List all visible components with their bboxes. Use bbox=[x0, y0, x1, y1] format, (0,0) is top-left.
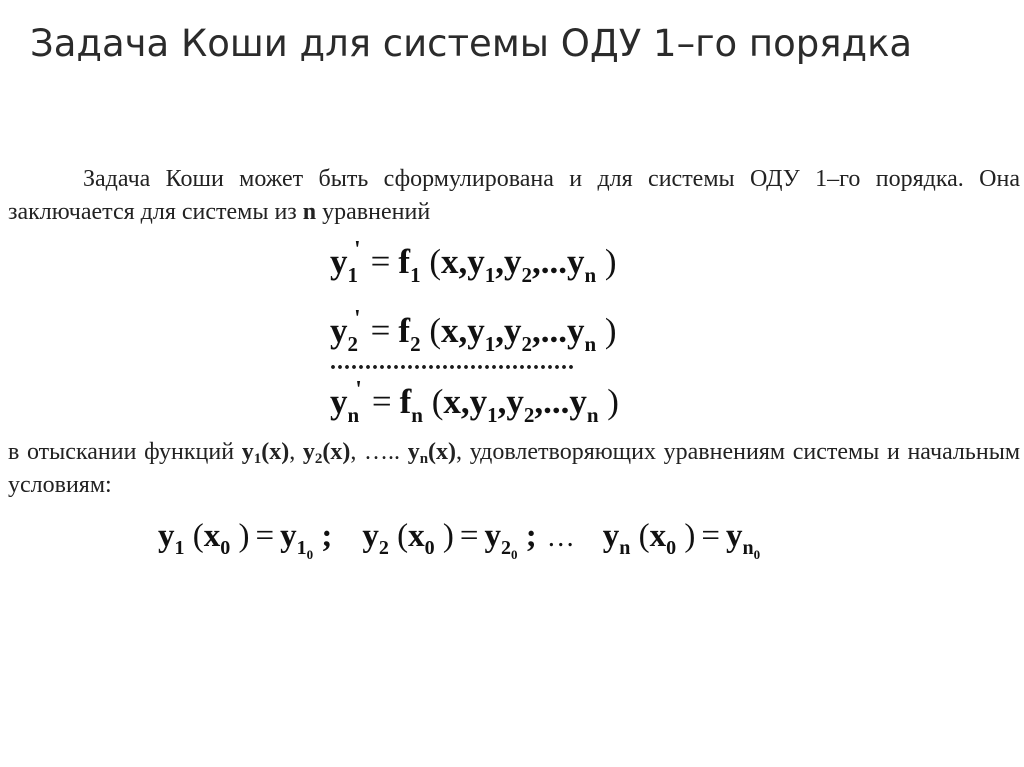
initial-condition-2: $y_2$ ($x_0$ ) = $y_{20}$ ; bbox=[362, 518, 537, 562]
conditions-ellipsis: … bbox=[546, 522, 575, 553]
initial-conditions bbox=[158, 518, 761, 562]
initial-condition-1: $y_1$ ($x_0$ ) = $y_{10}$ ; bbox=[158, 518, 333, 562]
equation-1: $y_1' = f_1$ ($x,y_1,y_2,...y_n$ ) bbox=[330, 237, 617, 287]
ellipsis-row: ................................... bbox=[330, 355, 575, 369]
equation-n: $y_n' = f_n$ ($x,y_1,y_2,...y_n$ ) bbox=[330, 377, 619, 427]
initial-condition-n: $y_n$ ($x_0$ ) = $y_{n0}$ bbox=[602, 518, 761, 562]
functions-paragraph: в отыскании функций $y_1(x)$, $y_2(x)$, ….. $y_n(x)$, удовлетворяющих уравнениям системы и начальным условиям: bbox=[8, 439, 1021, 498]
slide-title: Задача Коши для системы ОДУ 1–го порядка bbox=[30, 22, 913, 65]
intro-text: Задача Коши может быть сформулирована и для системы ОДУ 1–го порядка. Она заключается для системы из bbox=[8, 166, 1020, 225]
intro-text-end: уравнений bbox=[316, 199, 431, 225]
intro-paragraph bbox=[8, 163, 1020, 229]
equation-2: $y_2' = f_2$ ($x,y_1,y_2,...y_n$ ) bbox=[330, 306, 617, 356]
intro-n: n bbox=[302, 199, 317, 225]
